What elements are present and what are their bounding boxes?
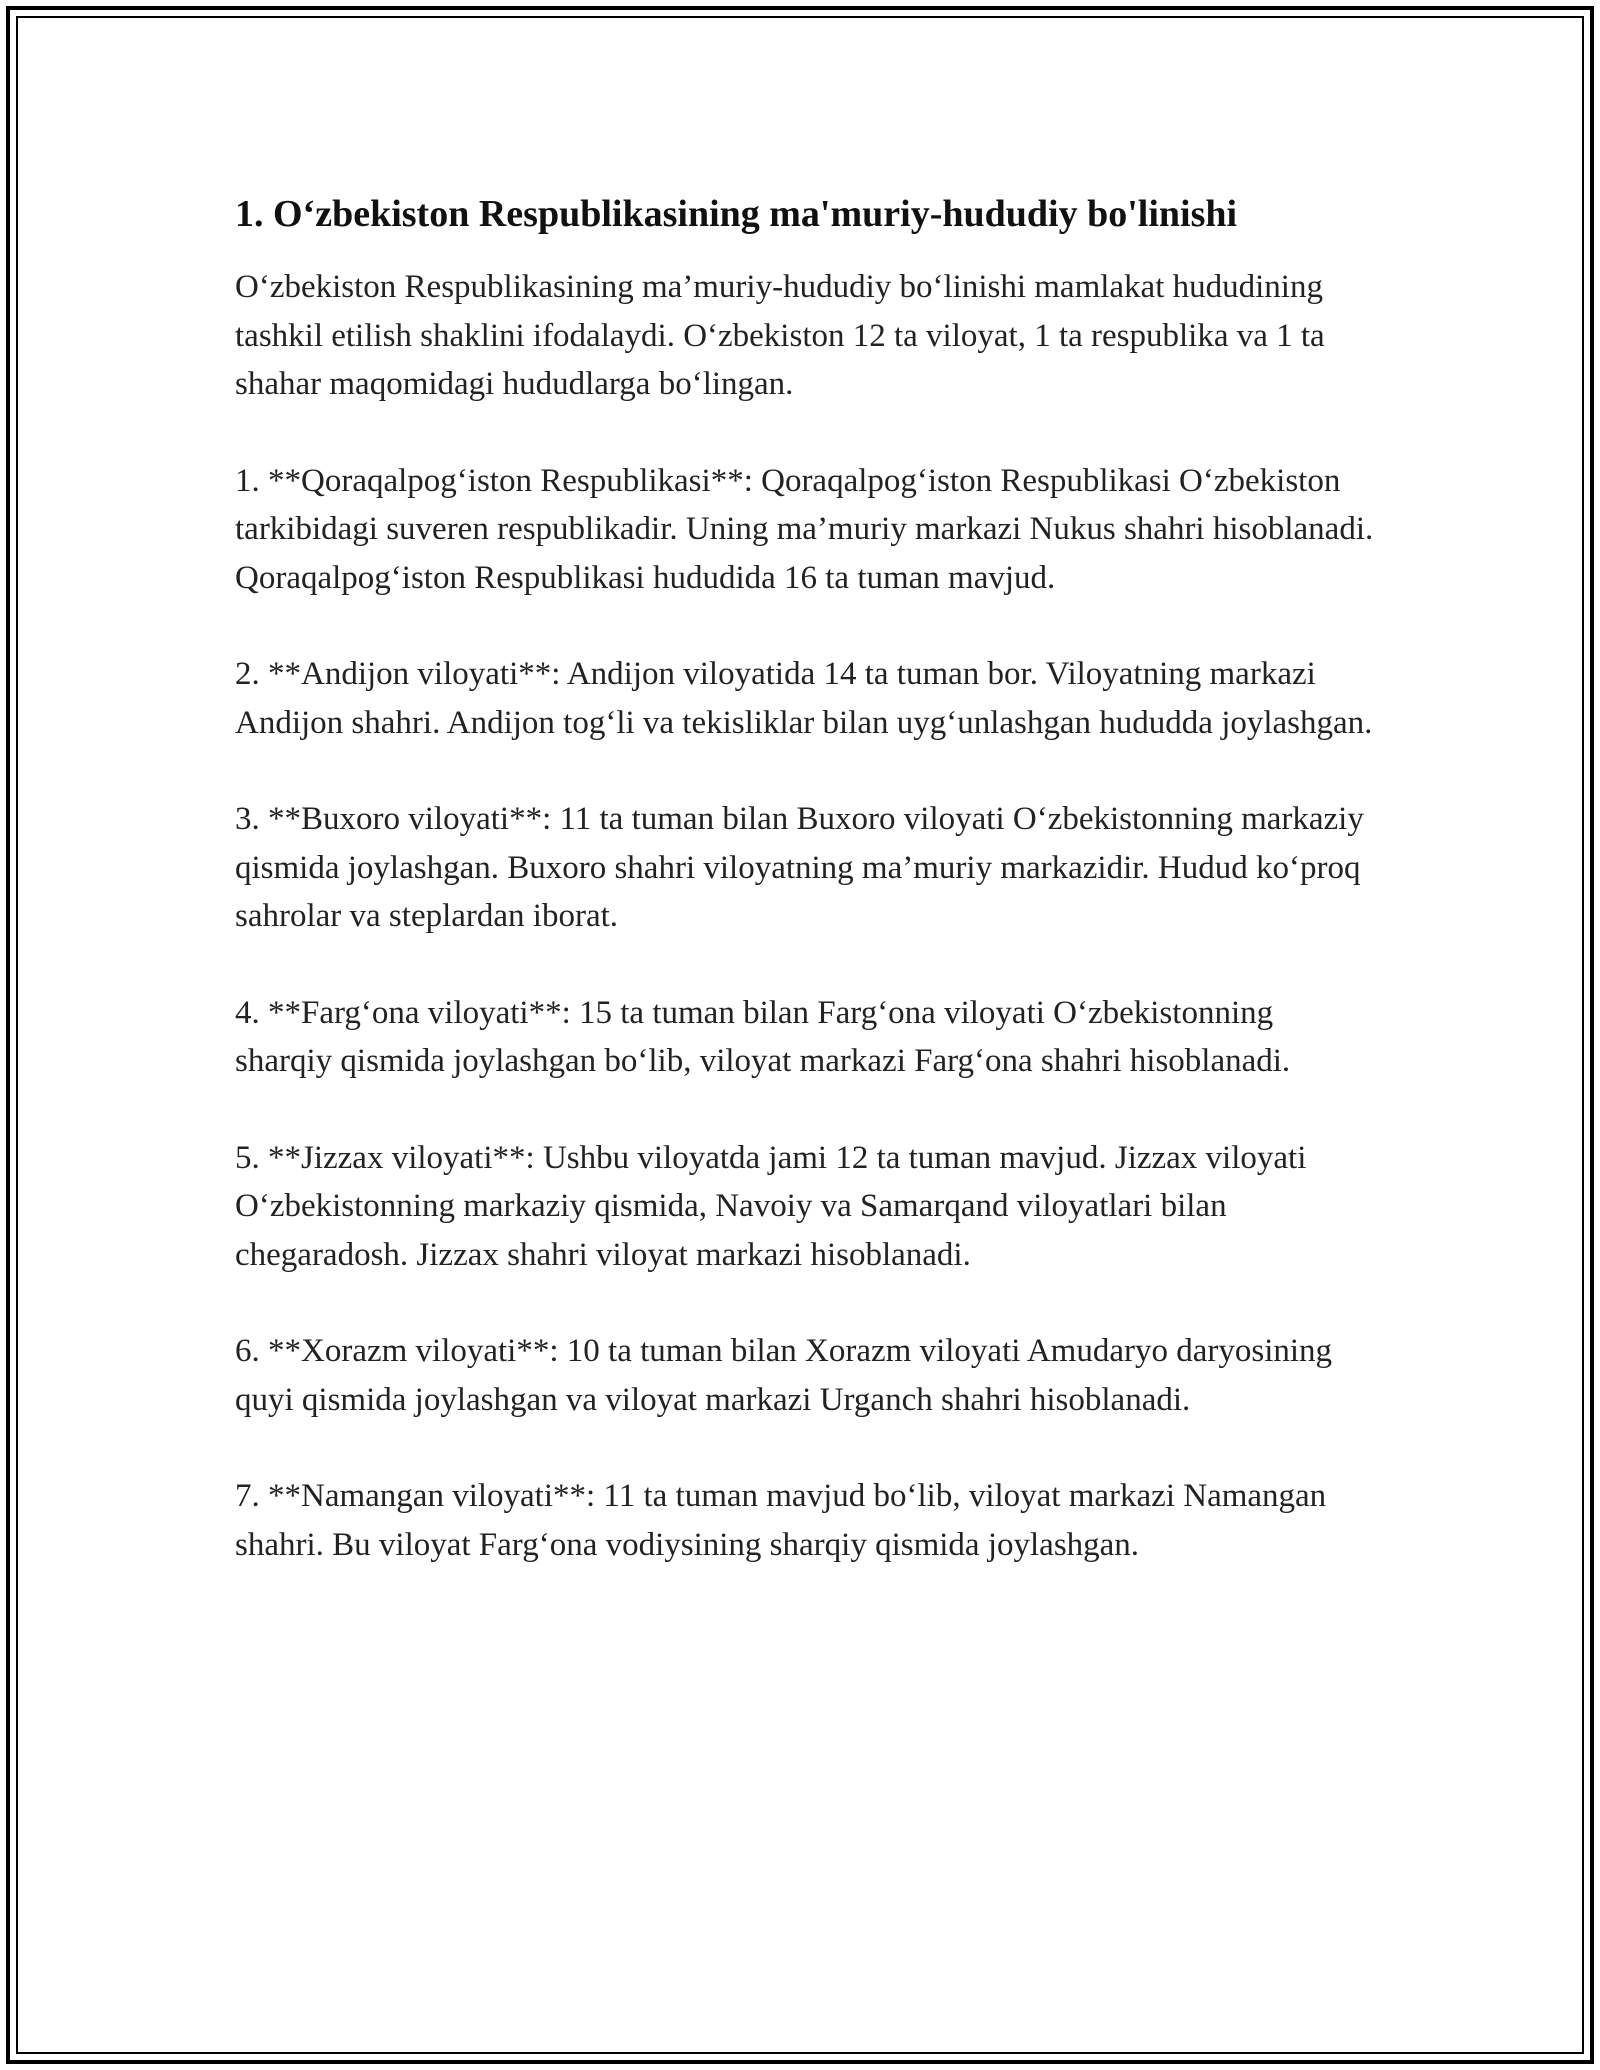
list-item: 3. **Buxoro viloyati**: 11 ta tuman bilan Buxoro viloyati O‘zbekistonning markaziy qismida joylashgan. Buxoro shahri viloyatning ma’muriy markazidir. Hudud ko‘proq sahrolar va steplardan iborat. [235, 801, 1364, 934]
intro-paragraph: O‘zbekiston Respublikasining ma’muriy-hududiy bo‘linishi mamlakat hududining tashkil etilish shaklini ifodalaydi. O‘zbekiston 12 ta viloyat, 1 ta respublika va 1 ta shahar maqomidagi hududlarga bo‘lingan. [235, 269, 1325, 402]
list-item: 1. **Qoraqalpog‘iston Respublikasi**: Qoraqalpog‘iston Respublikasi O‘zbekiston tarkibidagi suveren respublikadir. Uning ma’muriy markazi Nukus shahri hisoblanadi. Qoraqalpog‘iston Respublikasi hududida 16 ta tuman mavjud. [235, 462, 1374, 596]
list-item: 6. **Xorazm viloyati**: 10 ta tuman bilan Xorazm viloyati Amudaryo daryosining quyi qismida joylashgan va viloyat markazi Urganch shahri hisoblanadi. [235, 1333, 1333, 1418]
document-body [235, 185, 1375, 1569]
list-item: 7. **Namangan viloyati**: 11 ta tuman mavjud bo‘lib, viloyat markazi Namangan shahri. Bu viloyat Farg‘ona vodiysining sharqiy qismida joylashgan. [235, 1478, 1327, 1563]
list-item: 5. **Jizzax viloyati**: Ushbu viloyatda jami 12 ta tuman mavjud. Jizzax viloyati O‘zbekistonning markaziy qismida, Navoiy va Samarqand viloyatlari bilan chegaradosh. Jizzax shahri viloyat markazi hisoblanadi. [235, 1139, 1307, 1273]
list-item: 2. **Andijon viloyati**: Andijon viloyatida 14 ta tuman bor. Viloyatning markazi Andijon shahri. Andijon tog‘li va tekisliklar bilan uyg‘unlashgan hududda joylashgan. [235, 656, 1373, 741]
list-item: 4. **Farg‘ona viloyati**: 15 ta tuman bilan Farg‘ona viloyati O‘zbekistonning sharqiy qismida joylashgan bo‘lib, viloyat markazi Farg‘ona shahri hisoblanadi. [235, 994, 1291, 1079]
document-title: 1. O‘zbekiston Respublikasining ma'muriy-hududiy bo'linishi [235, 193, 1238, 235]
